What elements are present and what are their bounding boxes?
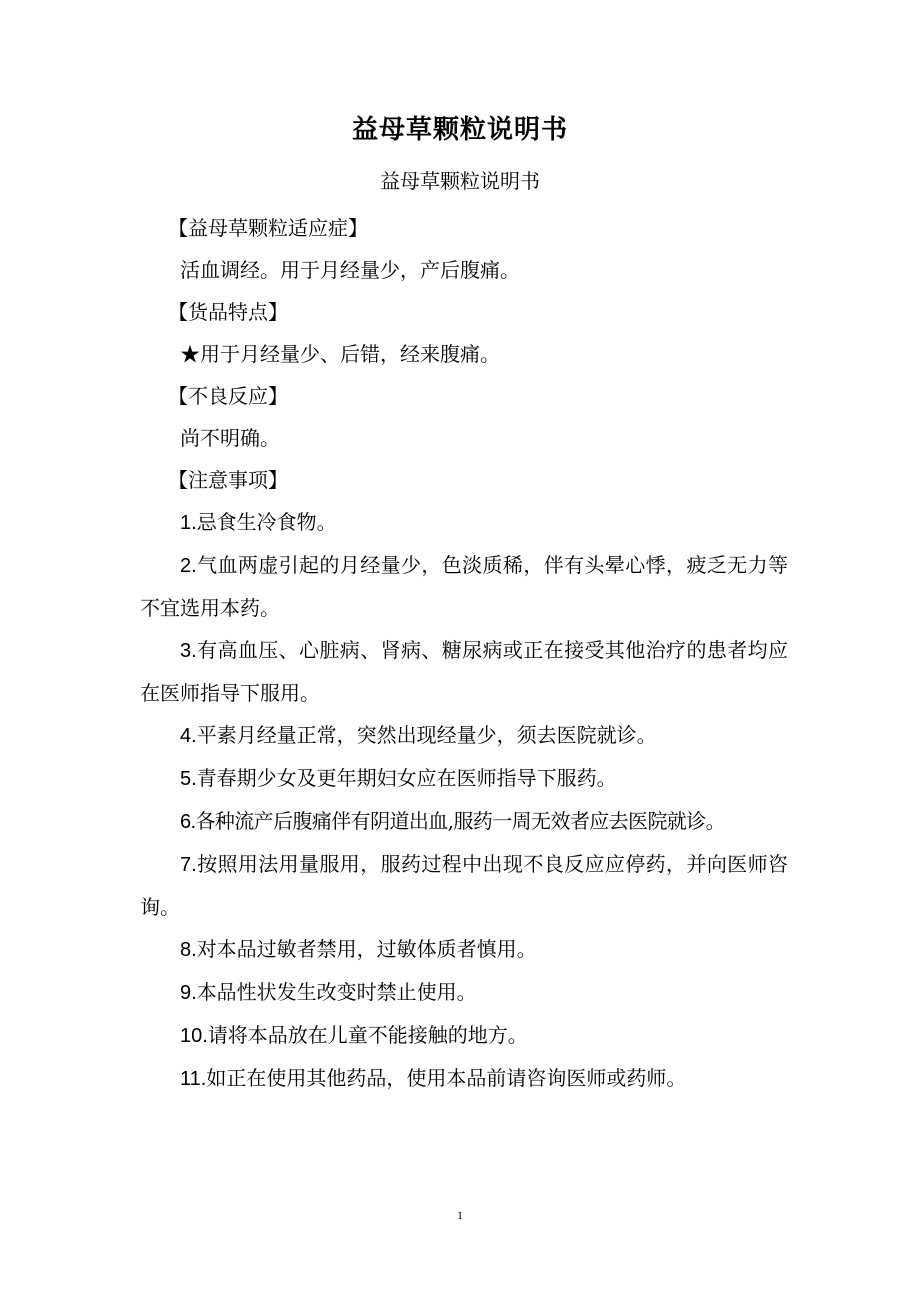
- precaution-text: 青春期少女及更年期妇女应在医师指导下服药。: [196, 766, 617, 790]
- precaution-number: 8.: [180, 939, 197, 961]
- precaution-text: 如正在使用其他药品，使用本品前请咨询医师或药师。: [206, 1066, 687, 1090]
- precaution-number: 3.: [180, 640, 197, 662]
- precaution-item: [140, 800, 788, 843]
- precaution-item: [140, 757, 788, 800]
- page-number: 1: [457, 1208, 463, 1222]
- precaution-item: [140, 928, 788, 971]
- precaution-number: 10.: [180, 1025, 208, 1047]
- precaution-text: 平素月经量正常，突然出现经量少，须去医院就诊。: [196, 723, 657, 747]
- section-heading-features: 【货品特点】: [168, 300, 288, 324]
- section-heading-indications: 【益母草颗粒适应症】: [168, 216, 368, 240]
- precaution-item: [140, 843, 788, 928]
- precaution-text: 本品性状发生改变时禁止使用。: [196, 980, 477, 1004]
- section-heading-precautions: 【注意事项】: [168, 468, 288, 492]
- precaution-item: [140, 1014, 788, 1057]
- precaution-number: 11.: [180, 1068, 207, 1090]
- precaution-number: 4.: [180, 725, 197, 747]
- precaution-text: 忌食生冷食物。: [196, 510, 337, 534]
- precaution-item: [140, 714, 788, 757]
- precaution-number: 5.: [180, 768, 197, 790]
- precaution-number: 7.: [180, 854, 197, 876]
- precaution-number: 1.: [180, 512, 197, 534]
- features-text: ★用于月经量少、后错，经来腹痛。: [180, 342, 500, 366]
- precaution-item: [140, 544, 788, 629]
- indications-text: 活血调经。用于月经量少，产后腹痛。: [180, 258, 520, 282]
- precaution-text: 对本品过敏者禁用，过敏体质者慎用。: [196, 937, 537, 961]
- precaution-item: [140, 629, 788, 714]
- document-subtitle: 益母草颗粒说明书: [380, 169, 540, 193]
- document-body: [140, 207, 788, 1100]
- precaution-text: 按照用法用量服用，服药过程中出现不良反应应停药，并向医师咨询。: [140, 852, 788, 919]
- precaution-text: 各种流产后腹痛伴有阴道出血,服药一周无效者应去医院就诊。: [195, 809, 726, 833]
- precaution-text: 有高血压、心脏病、肾病、糖尿病或正在接受其他治疗的患者均应在医师指导下服用。: [140, 638, 788, 705]
- adverse-reactions-text: 尚不明确。: [180, 426, 280, 450]
- precaution-text: 气血两虚引起的月经量少，色淡质稀，伴有头晕心悸，疲乏无力等不宜选用本药。: [140, 553, 788, 620]
- precaution-number: 2.: [180, 555, 197, 577]
- precaution-number: 6.: [180, 811, 196, 833]
- precaution-text: 请将本品放在儿童不能接触的地方。: [207, 1023, 528, 1047]
- document-title: 益母草颗粒说明书: [351, 115, 568, 145]
- precaution-number: 9.: [180, 982, 197, 1004]
- precaution-item: [140, 971, 788, 1014]
- precaution-item: [140, 501, 788, 544]
- precaution-item: [140, 1057, 788, 1100]
- section-heading-adverse-reactions: 【不良反应】: [168, 384, 288, 408]
